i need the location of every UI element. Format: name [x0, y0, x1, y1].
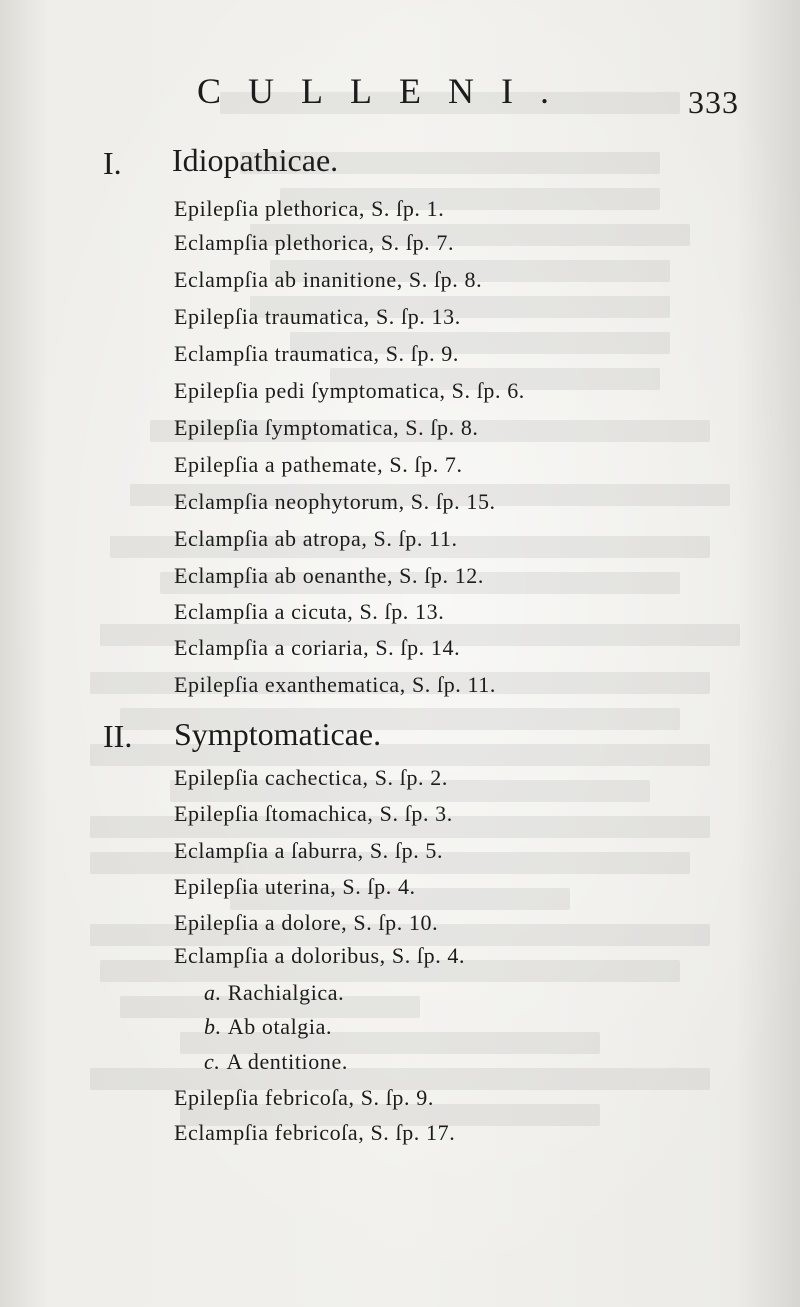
list-item: Eclampſia ab atropa, S. ſp. 11. — [174, 526, 458, 551]
list-item: Eclampſia traumatica, S. ſp. 9. — [174, 341, 459, 366]
sub-list-item — [204, 1051, 348, 1073]
sub-item-letter: c. — [204, 1049, 221, 1074]
list-item: Epilepſia uterina, S. ſp. 4. — [174, 874, 416, 899]
list-item: Epilepſia plethorica, S. ſp. 1. — [174, 196, 445, 221]
section-title: Symptomaticae. — [174, 716, 382, 752]
list-item: Eclampſia febricoſa, S. ſp. 17. — [174, 1120, 456, 1145]
list-item: Eclampſia ab oenanthe, S. ſp. 12. — [174, 563, 484, 588]
list-item: Epilepſia ſymptomatica, S. ſp. 8. — [174, 415, 479, 440]
section-numeral: II. — [103, 718, 133, 754]
list-item: Epilepſia a dolore, S. ſp. 10. — [174, 910, 439, 935]
list-item: Eclampſia a coriaria, S. ſp. 14. — [174, 635, 461, 660]
list-item: Epilepſia ſtomachica, S. ſp. 3. — [174, 801, 453, 826]
list-item: Epilepſia a pathemate, S. ſp. 7. — [174, 452, 463, 477]
list-item: Epilepſia traumatica, S. ſp. 13. — [174, 304, 461, 329]
list-item: Epilepſia pedi ſymptomatica, S. ſp. 6. — [174, 378, 525, 403]
sub-item-letter: a. — [204, 980, 222, 1005]
list-item: Eclampſia ab inanitione, S. ſp. 8. — [174, 267, 483, 292]
list-item: Epilepſia cachectica, S. ſp. 2. — [174, 765, 448, 790]
sub-item-text: Rachialgica. — [227, 980, 345, 1005]
sub-list-item — [204, 1016, 332, 1038]
running-title: CULLENI. — [197, 71, 576, 111]
list-item: Eclampſia a doloribus, S. ſp. 4. — [174, 943, 466, 968]
list-item: Eclampſia neophytorum, S. ſp. 15. — [174, 489, 496, 514]
sub-item-letter: b. — [204, 1014, 222, 1039]
sub-item-text: A dentitione. — [226, 1049, 348, 1074]
sub-item-text: Ab otalgia. — [227, 1014, 333, 1039]
list-item: Epilepſia febricoſa, S. ſp. 9. — [174, 1085, 434, 1110]
section-title: Idiopathicae. — [172, 142, 339, 178]
list-item: Eclampſia a ſaburra, S. ſp. 5. — [174, 838, 444, 863]
list-item: Eclampſia a cicuta, S. ſp. 13. — [174, 599, 445, 624]
sub-list-item — [204, 982, 344, 1004]
section-numeral: I. — [103, 145, 122, 181]
page-number: 333 — [688, 84, 739, 120]
list-item: Epilepſia exanthematica, S. ſp. 11. — [174, 672, 496, 697]
list-item: Eclampſia plethorica, S. ſp. 7. — [174, 230, 455, 255]
